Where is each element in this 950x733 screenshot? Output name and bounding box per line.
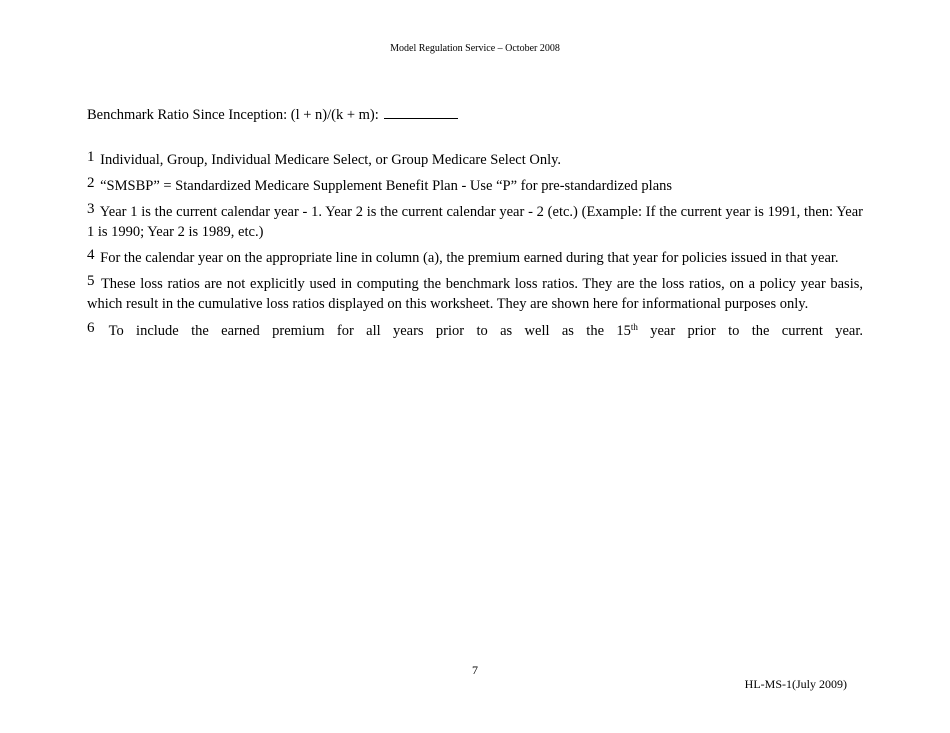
footnote-number: 5 (87, 273, 95, 289)
footnote-4 (87, 245, 863, 268)
footnote-text-before: To include the earned premium for all years prior to as well as the 15 (108, 323, 631, 339)
footnote-number: 2 (87, 175, 95, 191)
form-identifier: HL-MS-1(July 2009) (744, 677, 847, 691)
footnote-ordinal: th (630, 322, 638, 332)
footnote-text: Individual, Group, Individual Medicare Select, or Group Medicare Select Only. (100, 152, 562, 168)
page-number: 7 (472, 663, 478, 677)
page-header: Model Regulation Service – October 2008 (390, 43, 560, 54)
footnote-number: 6 (87, 320, 95, 336)
benchmark-blank-line (384, 106, 458, 119)
footnote-text: “SMSBP” = Standardized Medicare Supplement Benefit Plan - Use “P” for pre-standardized plans (100, 178, 673, 194)
footnote-number: 4 (87, 247, 95, 263)
footnote-5 (87, 271, 863, 314)
benchmark-label: Benchmark Ratio Since Inception: (l + n)/(k + m): (87, 107, 379, 123)
footnote-1 (87, 147, 863, 170)
footnote-text: These loss ratios are not explicitly used in computing the benchmark loss ratios. They are the loss ratios, on a policy year basis, which result in the cumulative loss ratios displayed on this worksheet. They are shown here for informational purposes only. (87, 276, 863, 312)
footnote-text: For the calendar year on the appropriate line in column (a), the premium earned during that year for policies issued in that year. (100, 250, 839, 266)
footnote-text: Year 1 is the current calendar year - 1. Year 2 is the current calendar year - 2 (etc.) (Example: If the current year is 1991, then: Year 1 is 1990; Year 2 is 1989, etc.) (87, 204, 863, 240)
benchmark-ratio (87, 106, 458, 124)
footnote-3 (87, 199, 863, 242)
footnote-text-after: year prior to the current year. (637, 323, 863, 339)
footnote-6 (87, 317, 863, 341)
footnote-number: 3 (87, 201, 95, 217)
footnotes (87, 147, 863, 344)
footnote-2 (87, 173, 863, 196)
footnote-number: 1 (87, 149, 95, 165)
